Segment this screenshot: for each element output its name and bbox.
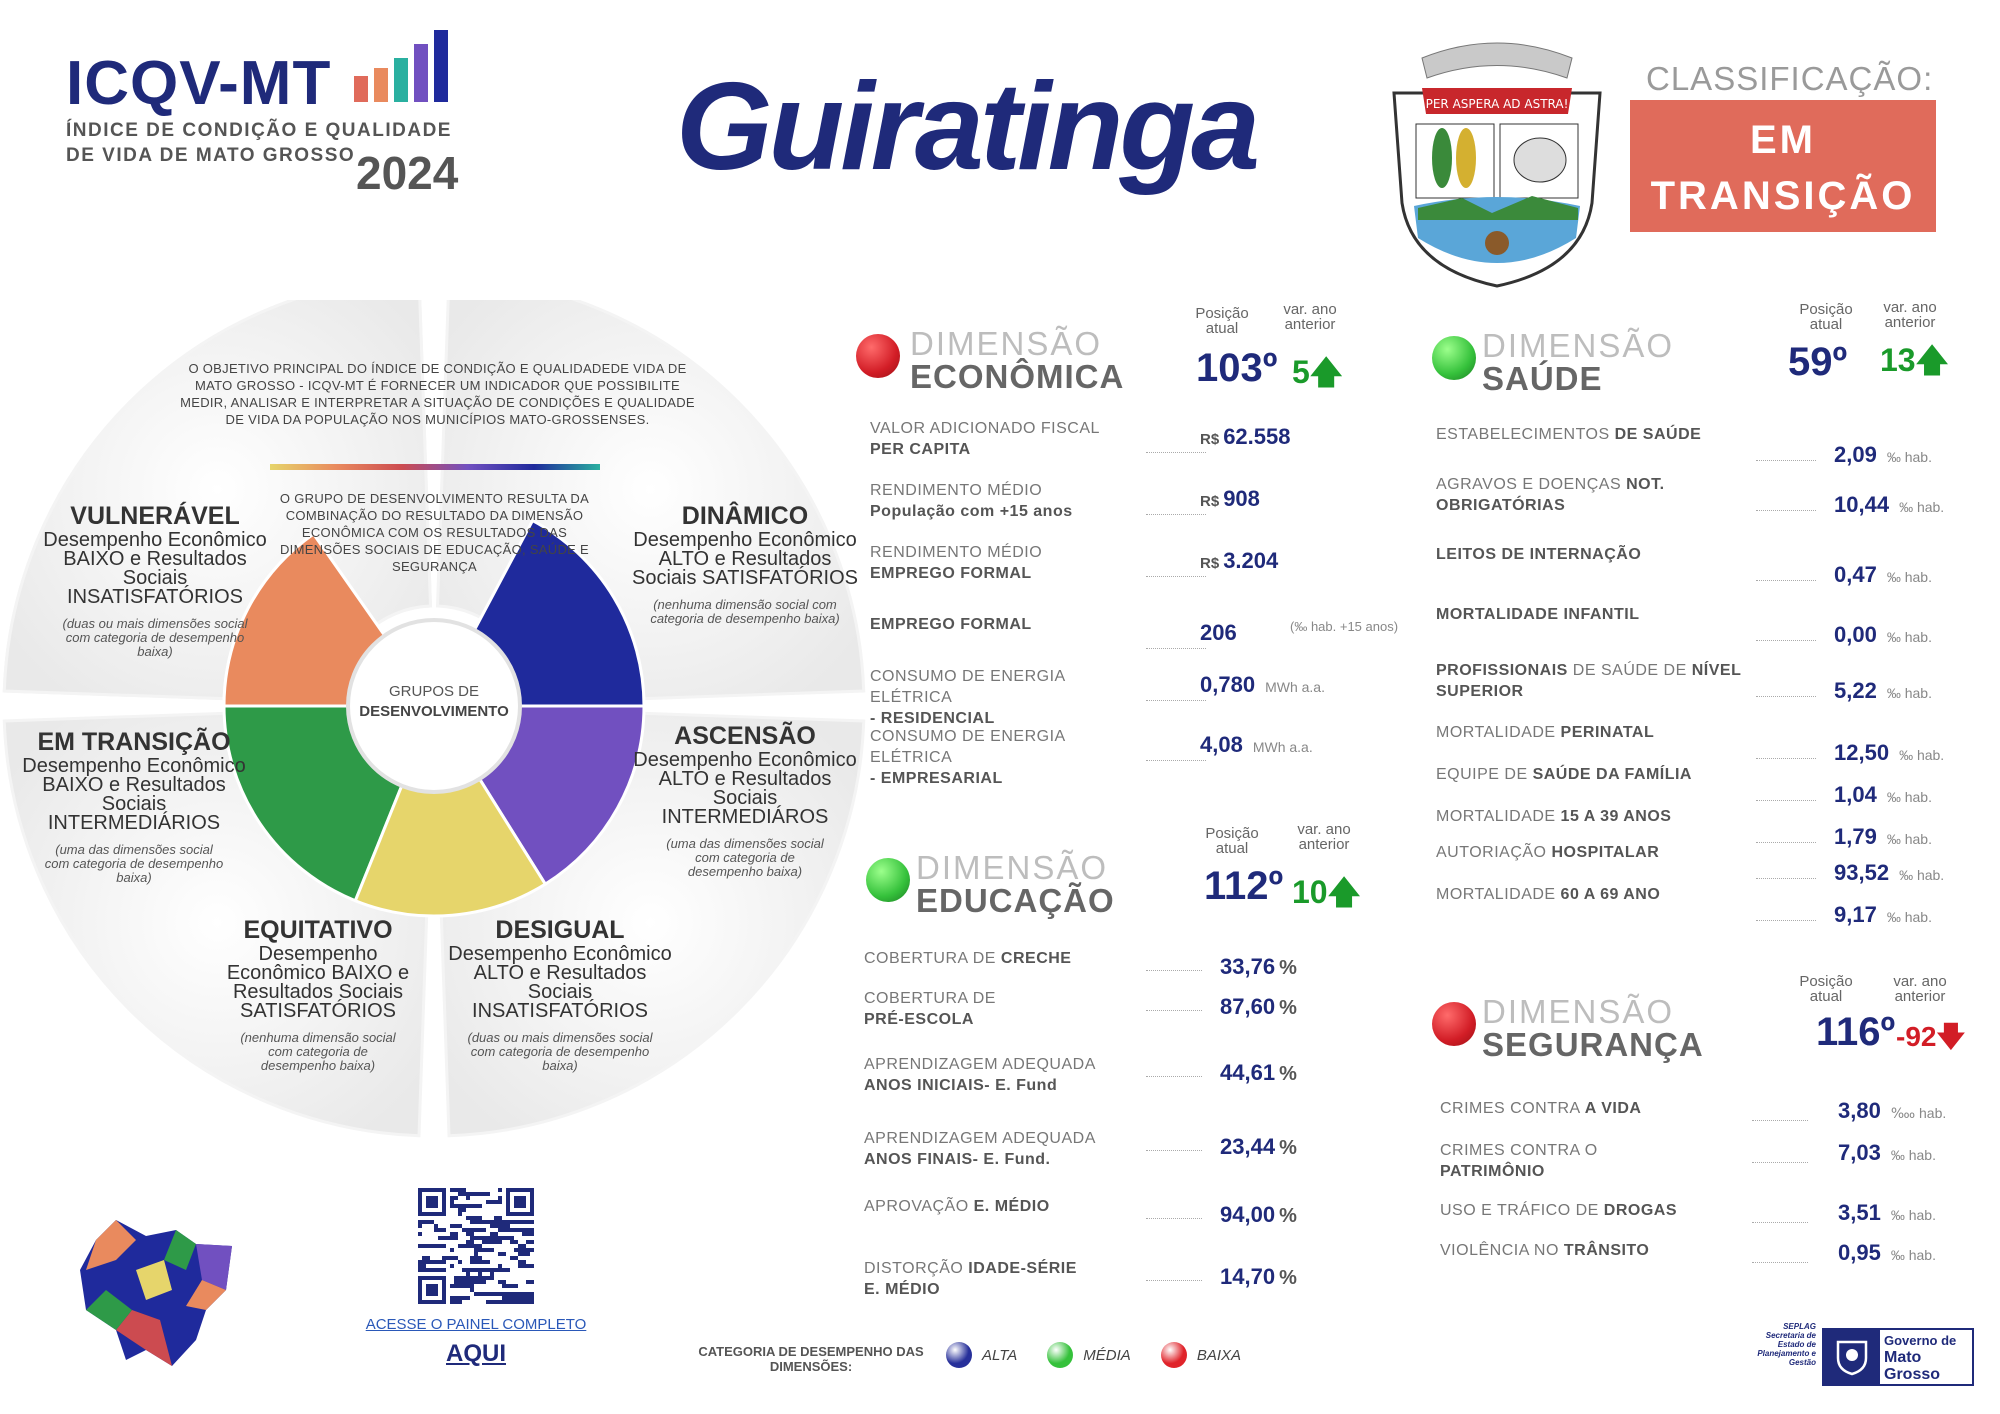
saude-row-label [1436,764,1776,785]
city-title: Guiratinga [676,58,1257,196]
logo-year: 2024 [356,147,459,199]
economica-row [870,614,1399,654]
dotted-leader [1146,970,1202,971]
educacao-row [864,1196,1324,1236]
logo-bars-icon [352,28,462,104]
classification-label: CLASSIFICAÇÃO: [1646,60,1934,97]
saude-row-value: 2,09 ‰ hab. [1834,442,1932,467]
seguranca-row-value: 7,03 ‰ hab. [1838,1140,1936,1165]
crest-motto: PER ASPERA AD ASTRA! [1425,97,1569,111]
educacao-row-line1: APRENDIZAGEM ADEQUADA [864,1130,1096,1147]
educacao-row-line1: COBERTURA DE [864,990,996,1007]
educacao-row-value: 33,76 % [1220,954,1297,979]
seguranca-row [1440,1140,1960,1180]
saude-row-value: 10,44 ‰ hab. [1834,492,1945,517]
educacao-pos-header: Posição atual [1205,825,1259,857]
saude-row-label [1436,884,1776,905]
economica-row-line1: RENDIMENTO MÉDIO [870,482,1043,499]
dotted-leader [1756,696,1816,697]
economica-row-value: R$ 3.204 [1200,548,1279,573]
educacao-row [864,988,1324,1028]
saude-row [1436,424,1956,467]
educacao-row [864,948,1324,988]
seguranca-row-value: 3,51 ‰ hab. [1838,1200,1936,1225]
saude-row-label [1436,806,1776,827]
qr-code-icon[interactable] [418,1188,534,1304]
economica-row-line1: RENDIMENTO MÉDIO [870,544,1043,561]
educacao-row-value: 23,44 % [1220,1134,1297,1159]
saude-row [1436,764,1956,807]
dotted-leader [1146,452,1206,453]
educacao-row-line2: ANOS FINAIS- E. Fund. [864,1151,1051,1168]
saude-row [1436,722,1956,765]
saude-row-line1: AUTORIAÇÃO HOSPITALAR [1436,844,1660,861]
saude-row-label [1436,604,1776,625]
economica-row-line1: VALOR ADICIONADO FISCAL [870,420,1100,437]
group-em-transicao: EM TRANSIÇÃO Desempenho Econômico BAIXO e Resultados Sociais INTERMEDIÁRIOS (uma das dimensões social com categoria de desempenho baixa) [22,728,246,885]
seguranca-variation: -92🡇 [1896,1021,1966,1052]
saude-row-label [1436,474,1776,516]
saude-row-line1: EQUIPE DE SAÚDE DA FAMÍLIA [1436,766,1692,783]
economica-row-line2: - EMPRESARIAL [870,770,1003,787]
saude-row-label [1436,660,1776,702]
seguranca-row-label [1440,1140,1740,1182]
group-description-text: O GRUPO DE DESENVOLVIMENTO RESULTA DA COMBINAÇÃO DO RESULTADO DA DIMENSÃO ECONÔMICA COM OS RESULTADOS DAS DIMENSÕES SOCIAIS DE EDUCAÇÃO, SAÚDE E SEGURANÇA [279,491,590,574]
saude-row-line1: MORTALIDADE 60 A 69 ANO [1436,886,1661,903]
mt-shield-icon [1824,1330,1880,1384]
dotted-leader [1752,1262,1808,1263]
educacao-row-line2: E. MÉDIO [864,1281,941,1298]
wheel-center-line1: GRUPOS DE [388,683,480,700]
saude-status-dot [1432,336,1476,380]
economica-row-line1: CONSUMO DE ENERGIA ELÉTRICA [870,668,1065,706]
saude-row [1436,660,1956,703]
seguranca-row-line1: VIOLÊNCIA NO TRÂNSITO [1440,1242,1650,1259]
economica-row-value: R$ 908 [1200,486,1260,511]
saude-row-line1: MORTALIDADE PERINATAL [1436,724,1655,741]
dotted-leader [1752,1162,1808,1163]
economica-row-value: 4,08 MWh a.a. [1200,732,1313,757]
legend-label: BAIXA [1196,1346,1241,1364]
dotted-leader [1756,510,1816,511]
educacao-row-label [864,1258,1144,1300]
educacao-variation: 10🡅 [1292,874,1361,910]
legend-alta-dot [946,1342,972,1368]
saude-row-value: 9,17 ‰ hab. [1834,902,1932,927]
seguranca-row [1440,1200,1960,1240]
educacao-row-label [864,948,1144,969]
saude-row-value: 12,50 ‰ hab. [1834,740,1945,765]
economica-row-value: R$ 62.558 [1200,424,1291,449]
dotted-leader [1146,648,1206,649]
arrow-down-icon: 🡇 [1936,1021,1966,1052]
index-objective-text: O OBJETIVO PRINCIPAL DO ÍNDICE DE CONDIÇÃO E QUALIDADEDE VIDA DE MATO GROSSO - ICQV-MT É FORNECER UM INDICADOR QUE POSSIBILITE MEDIR, ANALISAR E INTERPRETAR A SITUAÇÃO DE CONDIÇÕES E QUALIDADE DE VIDA DA POPULAÇÃO NOS MUNICÍPIOS MATO-GROSSENSES. [180,361,695,427]
arrow-up-icon: 🡅 [1309,354,1343,390]
dotted-leader [1756,878,1816,879]
performance-legend [946,1342,1241,1368]
saude-row [1436,544,1956,587]
economica-var-header: var. ano anterior [1283,301,1337,333]
dotted-leader [1756,920,1816,921]
economica-row-label [870,418,1140,460]
economica-row-label [870,614,1140,635]
dotted-leader [1146,760,1206,761]
saude-title: DIMENSÃO SAÚDE [1482,327,1675,397]
economica-variation: 5🡅 [1292,354,1343,390]
educacao-row-value: 87,60 % [1220,994,1297,1019]
economica-row-line2: EMPREGO FORMAL [870,616,1032,633]
saude-row-line2: OBRIGATÓRIAS [1436,497,1566,514]
saude-row [1436,884,1956,927]
dotted-leader [1146,576,1206,577]
saude-row-value: 0,00 ‰ hab. [1834,622,1932,647]
saude-row-label [1436,722,1776,743]
saude-row-line2: SUPERIOR [1436,683,1524,700]
economica-row-label [870,542,1140,584]
economica-position: 103º [1196,346,1278,390]
arrow-up-icon: 🡅 [1915,342,1949,378]
dotted-leader [1756,580,1816,581]
group-vulneravel: VULNERÁVEL Desempenho Econômico BAIXO e Resultados Sociais INSATISFATÓRIOS (duas ou mais dimensões social com categoria de desempenho baixa) [43,502,267,659]
economica-row-line2: PER CAPITA [870,441,971,458]
saude-row [1436,604,1956,647]
economica-row-line2: População com +15 anos [870,503,1073,520]
gov-line1: Governo de [1884,1333,1957,1348]
saude-row-value: 93,52 ‰ hab. [1834,860,1945,885]
arrow-up-icon: 🡅 [1327,874,1361,910]
saude-row-line1: LEITOS DE INTERNAÇÃO [1436,546,1642,563]
saude-row-line1: ESTABELECIMENTOS DE SAÚDE [1436,426,1702,443]
dotted-leader [1146,1150,1202,1151]
seguranca-title: DIMENSÃO SEGURANÇA [1482,993,1704,1063]
seguranca-row-value: 3,80 ‱ hab. [1838,1098,1947,1123]
panel-cta-link[interactable]: AQUI [446,1340,506,1367]
seguranca-row-label [1440,1200,1740,1221]
dotted-leader [1146,1010,1202,1011]
dotted-leader [1146,700,1206,701]
dotted-leader [1146,1280,1202,1281]
economica-row [870,418,1370,458]
educacao-row-line2: ANOS INICIAIS- E. Fund [864,1077,1058,1094]
governo-mt-logo [1822,1328,1974,1386]
dotted-leader [1146,514,1206,515]
seguranca-status-dot [1432,1002,1476,1046]
saude-row-line1: MORTALIDADE INFANTIL [1436,606,1640,623]
saude-pos-header: Posição atual [1799,301,1853,333]
educacao-var-header: var. ano anterior [1297,821,1351,853]
economica-row-label [870,480,1140,522]
gradient-divider [270,464,600,470]
seplag-label: SEPLAG Secretaria de Estado de Planejamento e Gestão [1757,1322,1816,1367]
seguranca-row-line1: USO E TRÁFICO DE DROGAS [1440,1202,1678,1219]
saude-row-value: 0,47 ‰ hab. [1834,562,1932,587]
saude-row-line1: AGRAVOS E DOENÇAS NOT. [1436,476,1665,493]
seguranca-row [1440,1098,1960,1138]
wheel-center-line2: DESENVOLVIMENTO [359,703,509,720]
panel-link[interactable]: ACESSE O PAINEL COMPLETO [365,1316,587,1333]
economica-row-label [870,666,1140,729]
saude-row-value: 5,22 ‰ hab. [1834,678,1932,703]
logo-subtitle: ÍNDICE DE CONDIÇÃO E QUALIDADE DE VIDA DE MATO GROSSO [66,120,452,166]
logo-title: ICQV-MT [66,49,332,118]
seguranca-pos-header: Posição atual [1799,973,1853,1005]
group-desigual: DESIGUAL Desempenho Econômico ALTO e Resultados Sociais INSATISFATÓRIOS (duas ou mais dimensões social com categoria de desempenho baixa) [448,916,672,1073]
economica-row [870,480,1370,520]
saude-row [1436,474,1956,517]
legend-item [1161,1342,1241,1368]
legend-label: MÉDIA [1083,1346,1131,1364]
dotted-leader [1752,1222,1808,1223]
gov-line3: Grosso [1884,1366,1941,1383]
dotted-leader [1756,460,1816,461]
group-equitativo: EQUITATIVO Desempenho Econômico BAIXO e Resultados Sociais SATISFATÓRIOS (nenhuma dimensão social com categoria de desempenho baixa) [226,916,410,1073]
educacao-row-value: 14,70 % [1220,1264,1297,1289]
saude-row-label [1436,424,1776,445]
economica-row-value: 0,780 MWh a.a. [1200,672,1325,697]
saude-row-label [1436,544,1776,565]
group-dinamico: DINÂMICO Desempenho Econômico ALTO e Resultados Sociais SATISFATÓRIOS (nenhuma dimensão social com categoria de desempenho baixa) [632,502,858,626]
dotted-leader [1756,800,1816,801]
gov-line2: Mato [1884,1349,1922,1366]
dotted-leader [1752,1120,1808,1121]
seguranca-row-line2: PATRIMÔNIO [1440,1163,1545,1180]
saude-row-line1: PROFISSIONAIS DE SAÚDE DE NÍVEL [1436,662,1742,679]
economica-row [870,726,1370,787]
economica-title: DIMENSÃO ECONÔMICA [910,325,1125,395]
classification-badge [1630,100,1936,232]
seguranca-row-label [1440,1098,1740,1119]
educacao-row-value: 44,61 % [1220,1060,1297,1085]
legend-title: CATEGORIA DE DESEMPENHO DAS DIMENSÕES: [698,1344,924,1374]
saude-row-value: 1,04 ‰ hab. [1834,782,1932,807]
economica-row-label [870,726,1140,789]
mato-grosso-map-icon [76,1210,236,1370]
seguranca-position: 116º [1816,1010,1896,1054]
seguranca-row-label [1440,1240,1740,1261]
economica-pos-header: Posição atual [1195,305,1249,337]
educacao-row-label [864,1054,1144,1096]
legend-label: ALTA [982,1346,1018,1364]
educacao-row [864,1054,1324,1094]
educacao-row-label [864,1128,1144,1170]
dotted-leader [1146,1076,1202,1077]
legend-baixa-dot [1161,1342,1187,1368]
economica-row-line2: EMPREGO FORMAL [870,565,1032,582]
saude-row-value: 1,79 ‰ hab. [1834,824,1932,849]
dotted-leader [1756,758,1816,759]
educacao-row-line2: PRÉ-ESCOLA [864,1011,974,1028]
economica-row [870,666,1370,727]
economica-row-line1: CONSUMO DE ENERGIA ELÉTRICA [870,728,1065,766]
educacao-title: DIMENSÃO EDUCAÇÃO [916,849,1115,919]
saude-row [1436,842,1956,885]
city-crest-icon [1382,38,1612,290]
saude-position: 59º [1788,340,1848,384]
educacao-row-line1: COBERTURA DE CRECHE [864,950,1072,967]
seguranca-var-header: var. ano anterior [1893,973,1947,1005]
economica-row-value: 206 (‰ hab. +15 anos) [1200,619,1399,645]
educacao-row [864,1128,1324,1168]
seguranca-row [1440,1240,1960,1280]
classification-line1: EM [1750,118,1816,162]
saude-row-line1: MORTALIDADE 15 A 39 ANOS [1436,808,1672,825]
educacao-status-dot [866,858,910,902]
economica-row-line2: - RESIDENCIAL [870,710,995,727]
educacao-row-line1: DISTORÇÃO IDADE-SÉRIE [864,1260,1077,1277]
seguranca-row-line1: CRIMES CONTRA A VIDA [1440,1100,1642,1117]
group-ascensao: ASCENSÃO Desempenho Econômico ALTO e Resultados Sociais INTERMEDIÁROS (uma das dimensões social com categoria de desempenho baixa) [633,722,857,879]
seguranca-row-value: 0,95 ‰ hab. [1838,1240,1936,1265]
saude-variation: 13🡅 [1880,342,1949,378]
legend-média-dot [1047,1342,1073,1368]
educacao-row-label [864,988,1144,1030]
educacao-row-line1: APROVAÇÃO E. MÉDIO [864,1198,1050,1215]
economica-row [870,542,1370,582]
saude-row [1436,806,1956,849]
saude-row-label [1436,842,1776,863]
dotted-leader [1146,1218,1202,1219]
classification-line2: TRANSIÇÃO [1650,174,1916,218]
educacao-row-value: 94,00 % [1220,1202,1297,1227]
educacao-position: 112º [1204,864,1284,908]
educacao-row-label [864,1196,1144,1217]
seguranca-row-line1: CRIMES CONTRA O [1440,1142,1598,1159]
legend-item [1047,1342,1131,1368]
legend-item [946,1342,1017,1368]
saude-var-header: var. ano anterior [1883,299,1937,331]
educacao-row-line1: APRENDIZAGEM ADEQUADA [864,1056,1096,1073]
educacao-row [864,1258,1324,1298]
dotted-leader [1756,640,1816,641]
economica-status-dot [856,334,900,378]
